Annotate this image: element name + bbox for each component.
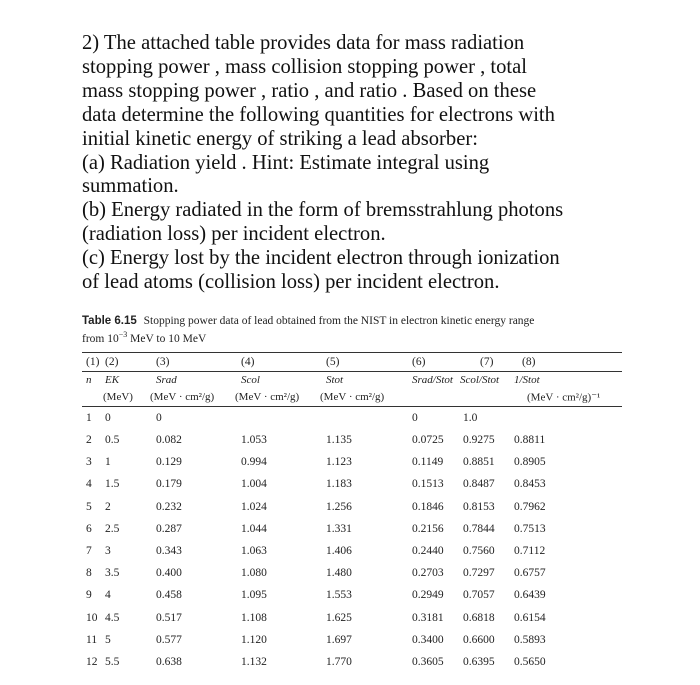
table-cell: 3 xyxy=(86,456,92,469)
problem-line: mass stopping power , ratio , and ratio . Based on these xyxy=(82,79,537,102)
problem-line: of lead atoms (collision loss) per incident electron. xyxy=(82,271,500,294)
table-cell: 0.2703 xyxy=(412,567,444,580)
table-cell: 0.2440 xyxy=(412,545,444,558)
table-cell: 1.553 xyxy=(326,589,352,602)
table-cell: 2 xyxy=(86,434,92,447)
table-row xyxy=(82,584,622,606)
table-cell: 1.0 xyxy=(463,411,478,424)
problem-statement xyxy=(82,32,642,295)
table-cell: 7 xyxy=(86,545,92,558)
table-cell: 0.400 xyxy=(156,567,182,580)
table-cell: 0.7560 xyxy=(463,545,495,558)
table-cell: 0.5650 xyxy=(514,655,546,668)
table-cell: 4.5 xyxy=(105,611,120,624)
column-header-symbol: Scol xyxy=(241,373,260,386)
table-cell: 0.6154 xyxy=(514,611,546,624)
table-cell: 0 xyxy=(105,411,111,424)
table-cell: 1.770 xyxy=(326,655,352,668)
table-cell: 2 xyxy=(105,500,111,513)
table-cell: 1.480 xyxy=(326,567,352,580)
table-cell: 6 xyxy=(86,522,92,535)
problem-line: (radiation loss) per incident electron. xyxy=(82,223,386,246)
table-cell: 8 xyxy=(86,567,92,580)
table-row xyxy=(82,629,622,651)
table-cell: 0.1846 xyxy=(412,500,444,513)
table-body xyxy=(82,407,622,673)
problem-line: 2) The attached table provides data for mass radiation xyxy=(82,32,525,54)
table-cell: 1.256 xyxy=(326,500,352,513)
column-header-number: (2) xyxy=(105,355,119,368)
table-cell: 1.123 xyxy=(326,456,352,469)
table-cell: 0.8153 xyxy=(463,500,495,513)
table-row xyxy=(82,496,622,518)
table-cell: 1.053 xyxy=(241,434,267,447)
table-cell: 0 xyxy=(412,411,418,424)
column-header-number: (3) xyxy=(156,355,170,368)
table-caption-exponent: −3 xyxy=(118,330,128,339)
table-cell: 1.5 xyxy=(105,478,120,491)
table-cell: 1.095 xyxy=(241,589,267,602)
table-cell: 0.458 xyxy=(156,589,182,602)
table-cell: 0 xyxy=(156,411,162,424)
table-cell: 1.697 xyxy=(326,633,352,646)
table-caption-range-post: MeV to 10 MeV xyxy=(127,332,207,345)
table-cell: 0.8811 xyxy=(514,434,546,447)
table-cell: 0.8905 xyxy=(514,456,546,469)
table-row xyxy=(82,562,622,584)
table-row xyxy=(82,473,622,495)
table-cell: 1 xyxy=(86,411,92,424)
table-cell: 0.2949 xyxy=(412,589,444,602)
column-header-symbol: Srad xyxy=(156,373,177,386)
column-header-number: (6) xyxy=(412,355,426,368)
table-row xyxy=(82,518,622,540)
table-cell: 0.232 xyxy=(156,500,182,513)
table-cell: 0.6818 xyxy=(463,611,495,624)
column-symbol-row xyxy=(82,372,622,388)
problem-line: summation. xyxy=(82,175,179,198)
table-cell: 0.6757 xyxy=(514,567,546,580)
column-header-number: (5) xyxy=(326,355,340,368)
table-cell: 5 xyxy=(105,633,111,646)
table-cell: 0.3400 xyxy=(412,633,444,646)
table-row xyxy=(82,407,622,429)
table-cell: 0.0725 xyxy=(412,434,444,447)
table-cell: 1.135 xyxy=(326,434,352,447)
table-cell: 12 xyxy=(86,655,98,668)
column-header-unit: (MeV · cm²/g) xyxy=(150,390,215,403)
table-cell: 1.625 xyxy=(326,611,352,624)
table-cell: 0.6439 xyxy=(514,589,546,602)
table-cell: 0.3181 xyxy=(412,611,444,624)
table-cell: 5.5 xyxy=(105,655,120,668)
table-row xyxy=(82,607,622,629)
column-header-number: (1) xyxy=(86,355,100,368)
table-cell: 0.577 xyxy=(156,633,182,646)
table-cell: 1.108 xyxy=(241,611,267,624)
table-cell: 0.5893 xyxy=(514,633,546,646)
table-cell: 0.6395 xyxy=(463,655,495,668)
problem-line: (a) Radiation yield . Hint: Estimate integral using xyxy=(82,151,490,174)
problem-line: data determine the following quantities for electrons with xyxy=(82,103,555,126)
table-cell: 0.8487 xyxy=(463,478,495,491)
table-cell: 1 xyxy=(105,456,111,469)
column-header-symbol: Stot xyxy=(326,373,344,386)
table-cell: 1.132 xyxy=(241,655,267,668)
column-header-unit: (MeV · cm²/g) xyxy=(235,390,300,403)
table-cell: 2.5 xyxy=(105,522,120,535)
table-cell: 1.183 xyxy=(326,478,352,491)
table-cell: 0.517 xyxy=(156,611,182,624)
problem-line: stopping power , mass collision stopping power , total xyxy=(82,55,528,78)
table-cell: 0.8453 xyxy=(514,478,546,491)
table-caption-text: Stopping power data of lead obtained from the NIST in electron kinetic energy range xyxy=(143,315,535,327)
column-header-number: (7) xyxy=(480,355,494,368)
table-cell: 0.2156 xyxy=(412,522,444,535)
column-unit-row xyxy=(82,388,622,406)
table-cell: 0.9275 xyxy=(463,434,495,447)
table-cell: 1.004 xyxy=(241,478,267,491)
column-header-number: (8) xyxy=(522,355,536,368)
table-cell: 1.044 xyxy=(241,522,267,535)
table-cell: 0.7112 xyxy=(514,545,546,558)
table-caption xyxy=(82,314,622,346)
column-header-symbol: EK xyxy=(105,373,120,386)
table-cell: 1.080 xyxy=(241,567,267,580)
column-header-symbol: Srad/Stot xyxy=(412,373,453,386)
table-row xyxy=(82,429,622,451)
column-header-symbol: Scol/Stot xyxy=(460,373,500,386)
table-cell: 9 xyxy=(86,589,92,602)
table-cell: 3.5 xyxy=(105,567,120,580)
table-cell: 1.024 xyxy=(241,500,267,513)
problem-line: (c) Energy lost by the incident electron through ionization xyxy=(82,247,560,270)
table-cell: 0.7513 xyxy=(514,522,546,535)
table-cell: 0.7057 xyxy=(463,589,495,602)
problem-line: initial kinetic energy of striking a lead absorber: xyxy=(82,127,478,150)
table-cell: 1.331 xyxy=(326,522,352,535)
table-cell: 0.7962 xyxy=(514,500,546,513)
table-cell: 0.343 xyxy=(156,545,182,558)
table-cell: 4 xyxy=(105,589,111,602)
table-row xyxy=(82,451,622,473)
column-header-number: (4) xyxy=(241,355,255,368)
table-cell: 0.7844 xyxy=(463,522,495,535)
table-cell: 0.287 xyxy=(156,522,182,535)
table-cell: 0.082 xyxy=(156,434,182,447)
table-cell: 1.406 xyxy=(326,545,352,558)
table-cell: 1.120 xyxy=(241,633,267,646)
table-cell: 0.8851 xyxy=(463,456,495,469)
table-label: Table 6.15 xyxy=(82,315,137,327)
table-cell: 0.5 xyxy=(105,434,120,447)
table-cell: 0.994 xyxy=(241,456,267,469)
table-row xyxy=(82,540,622,562)
table-cell: 0.7297 xyxy=(463,567,495,580)
table-cell: 0.6600 xyxy=(463,633,495,646)
table-cell: 5 xyxy=(86,500,92,513)
column-header-unit: (MeV · cm²/g) xyxy=(320,390,385,403)
table-cell: 0.1149 xyxy=(412,456,444,469)
stopping-power-table xyxy=(82,314,622,673)
column-number-row xyxy=(82,353,622,371)
table-cell: 1.063 xyxy=(241,545,267,558)
table-cell: 0.129 xyxy=(156,456,182,469)
column-header-unit: (MeV · cm²/g)⁻¹ xyxy=(527,391,601,404)
column-header-unit: (MeV) xyxy=(103,390,133,403)
table-cell: 11 xyxy=(86,633,98,646)
table-caption-range-pre: from 10 xyxy=(82,332,119,345)
column-header-symbol: n xyxy=(86,373,92,386)
table-cell: 4 xyxy=(86,478,92,491)
table-cell: 0.1513 xyxy=(412,478,444,491)
table-row xyxy=(82,651,622,673)
table-cell: 0.638 xyxy=(156,655,182,668)
table-cell: 10 xyxy=(86,611,98,624)
table-cell: 3 xyxy=(105,545,111,558)
column-header-symbol: 1/Stot xyxy=(514,373,540,386)
table-grid xyxy=(82,353,622,673)
problem-line: (b) Energy radiated in the form of bremsstrahlung photons xyxy=(82,199,564,222)
table-cell: 0.179 xyxy=(156,478,182,491)
table-cell: 0.3605 xyxy=(412,655,444,668)
